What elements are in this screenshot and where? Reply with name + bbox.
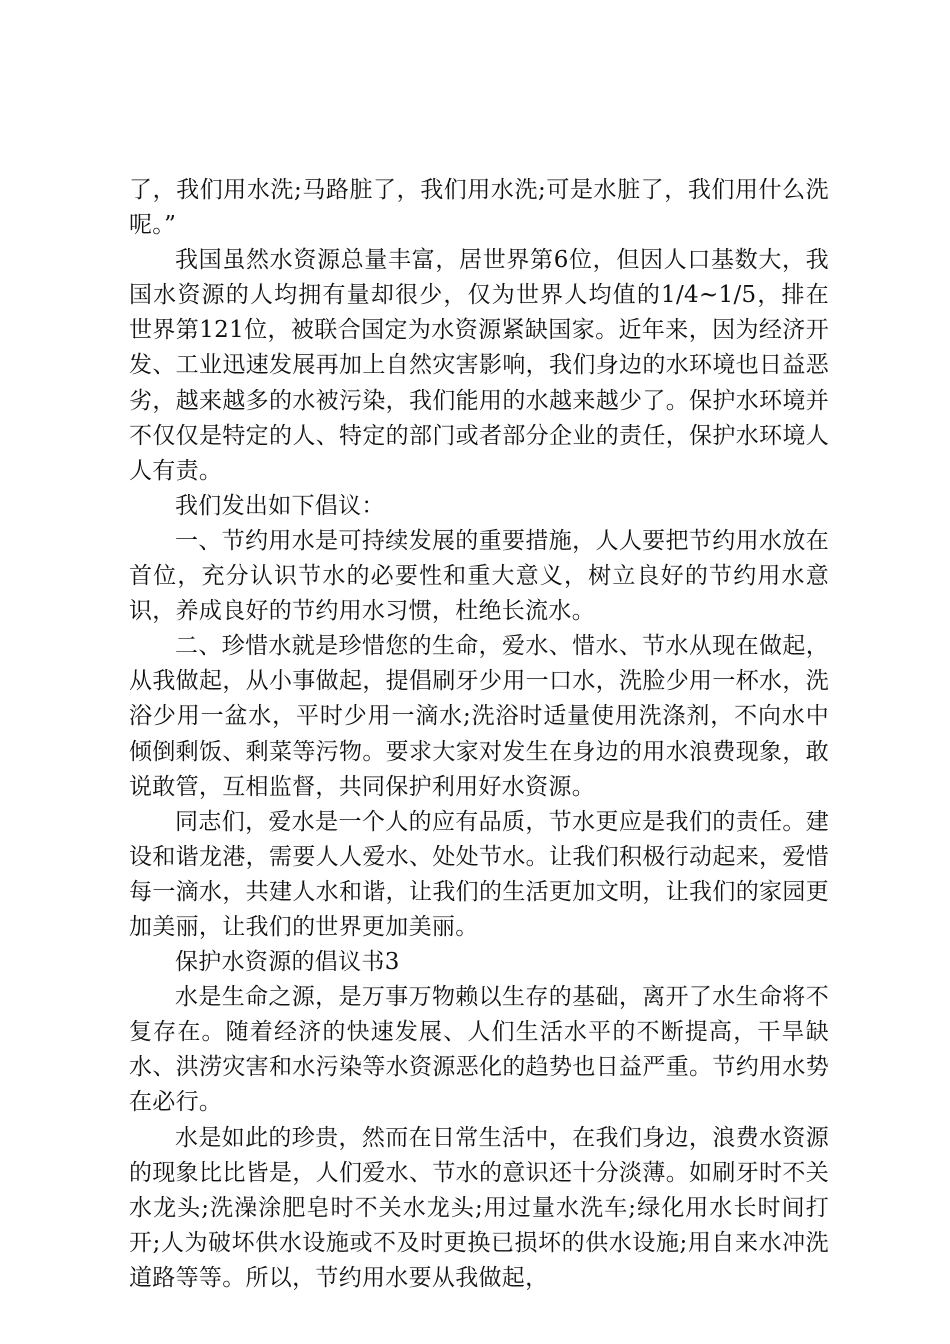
paragraph-proposal-intro: 我们发出如下倡议：	[175, 492, 385, 519]
paragraph-proposal-two: 二、珍惜水就是珍惜您的生命，爱水、惜水、节水从现在做起，从我做起，从小事做起，提倡刷牙少用一口水，洗脸少用一杯水，洗浴少用一盆水，平时少用一滴水;洗浴时适量使用洗涤剂，不向水中倾倒剩饭、剩菜等污物。要求大家对发生在身边的用水浪费现象，敢说敢管，互相监督，共同保护利用好水资源。	[129, 633, 829, 800]
paragraph-continuation: 了，我们用水洗;马路脏了，我们用水洗;可是水脏了，我们用什么洗呢。”	[129, 177, 829, 239]
paragraph-water-source-of-life: 水是生命之源，是万事万物赖以生存的基础，离开了水生命将不复存在。随着经济的快速发展、人们生活水平的不断提高，干旱缺水、洪涝灾害和水污染等水资源恶化的趋势也日益严重。节约用水势在必行。	[129, 984, 829, 1116]
paragraph-water-waste-examples: 水是如此的珍贵，然而在日常生活中，在我们身边，浪费水资源的现象比比皆是，人们爱水、节水的意识还十分淡薄。如刷牙时不关水龙头;洗澡涂肥皂时不关水龙头;用过量水洗车;绿化用水长时间打开;人为破坏供水设施或不及时更换已损坏的供水设施;用自来水冲洗道路等等。所以，节约用水要从我做起，	[129, 1124, 829, 1291]
document-body	[129, 173, 829, 1296]
section-heading: 保护水资源的倡议书3	[175, 949, 400, 976]
paragraph-water-resources-status: 我国虽然水资源总量丰富，居世界第6位，但因人口基数大，我国水资源的人均拥有量却很少，仅为世界人均值的1/4~1/5，排在世界第121位，被联合国定为水资源紧缺国家。近年来，因为经济开发、工业迅速发展再加上自然灾害影响，我们身边的水环境也日益恶劣，越来越多的水被污染，我们能用的水越来越少了。保护水环境并不仅仅是特定的人、特定的部门或者部分企业的责任，保护水环境人人有责。	[129, 247, 829, 484]
paragraph-proposal-one: 一、节约用水是可持续发展的重要措施，人人要把节约用水放在首位，充分认识节水的必要性和重大意义，树立良好的节约用水意识，养成良好的节约用水习惯，杜绝长流水。	[129, 527, 829, 625]
paragraph-closing-call: 同志们，爱水是一个人的应有品质，节水更应是我们的责任。建设和谐龙港，需要人人爱水、处处节水。让我们积极行动起来，爱惜每一滴水，共建人水和谐，让我们的生活更加文明，让我们的家园更加美丽，让我们的世界更加美丽。	[129, 808, 829, 940]
